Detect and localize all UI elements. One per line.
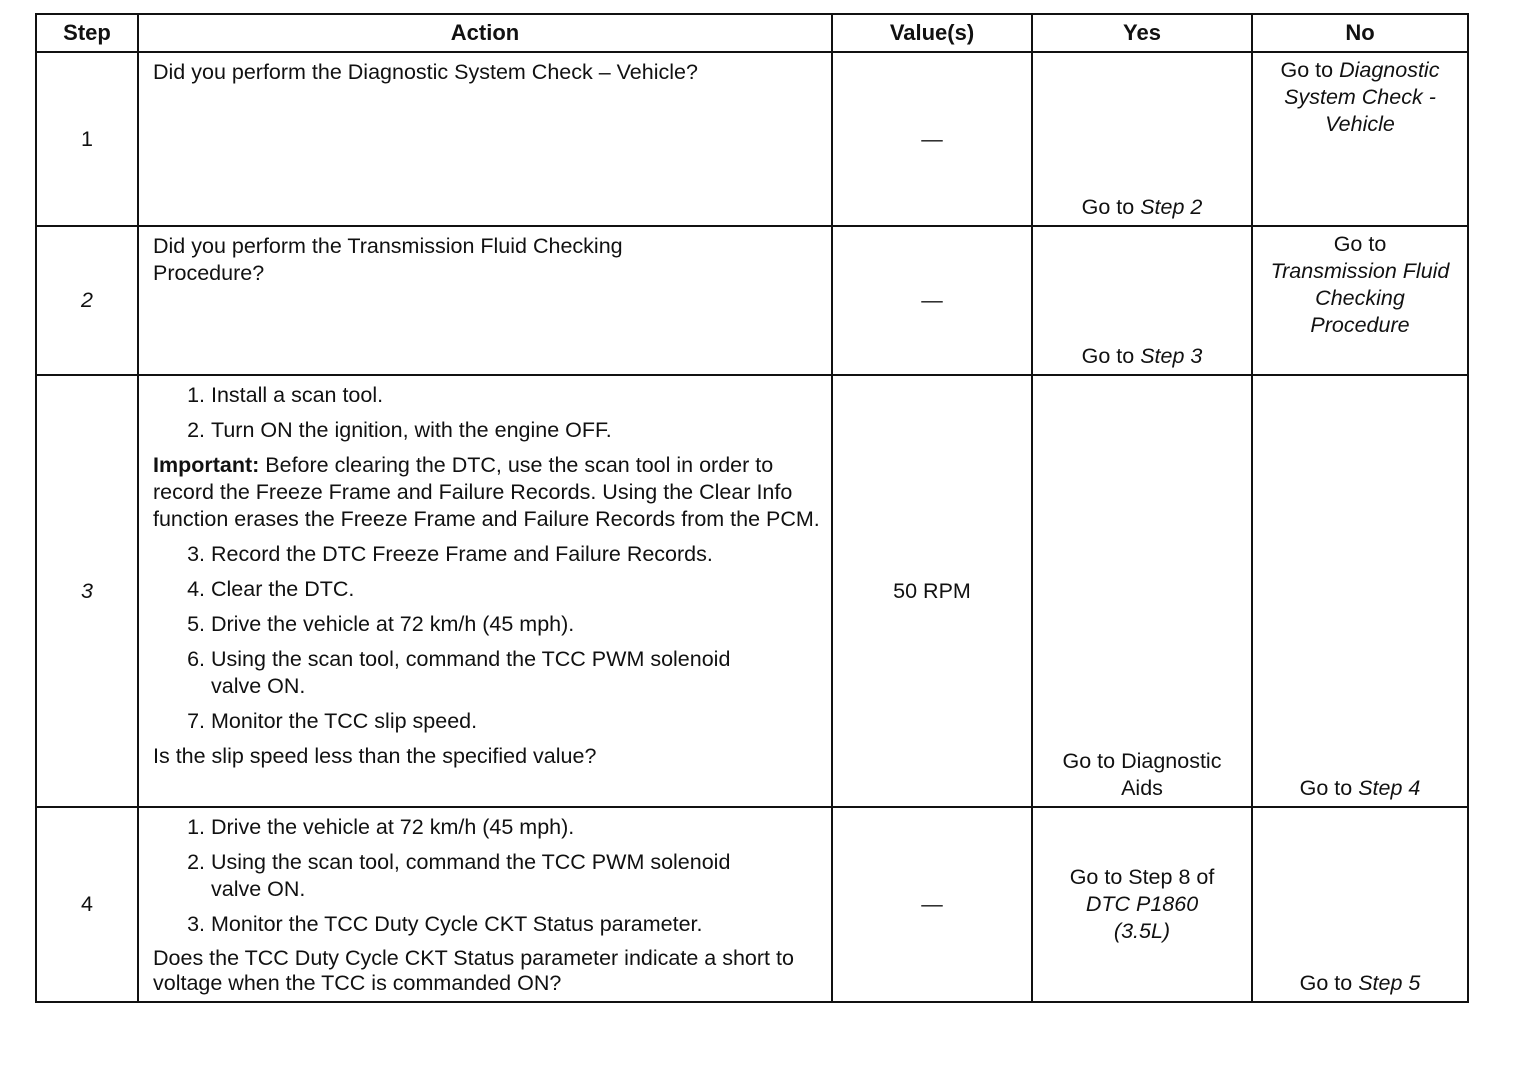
no-cell [1252,226,1468,375]
yes-prefix: Go to [1081,344,1141,368]
yes-cell [1032,807,1252,1002]
action-question: Does the TCC Duty Cycle CKT Status parameter indicate a short to voltage when the TCC is commanded ON? [153,946,794,995]
list-item: 5. Drive the vehicle at 72 km/h (45 mph). [211,611,821,638]
no-link[interactable]: Transmission Fluid Checking Procedure [1270,259,1450,337]
table-row [36,807,1468,1002]
yes-link[interactable]: Step 3 [1140,344,1203,368]
no-cell [1252,375,1468,807]
no-cell [1252,52,1468,226]
value-cell: — [832,807,1032,1002]
value-cell: 50 RPM [832,375,1032,807]
no-prefix: Go to [1333,232,1387,256]
list-item: 7. Monitor the TCC slip speed. [211,708,821,735]
list-item: 4. Clear the DTC. [211,576,821,603]
list-item: 1. Install a scan tool. [211,382,821,409]
value-cell: — [832,226,1032,375]
no-link[interactable]: Step 4 [1358,776,1421,800]
action-question: Did you perform the Diagnostic System Check – Vehicle? [153,60,698,84]
procedure-list [153,814,821,938]
yes-prefix: Go to Step 8 of [1069,865,1215,889]
no-cell [1252,807,1468,1002]
no-prefix: Go to [1299,776,1359,800]
procedure-list [153,541,821,735]
action-question: Did you perform the Transmission Fluid Checking Procedure? [153,234,623,285]
no-prefix: Go to [1299,971,1359,995]
yes-link[interactable]: Step 2 [1140,195,1203,219]
action-cell [138,807,832,1002]
action-cell [138,226,832,375]
step-number: 2 [36,226,138,375]
value-cell: — [832,52,1032,226]
important-note [153,452,821,533]
procedure-list [153,382,821,444]
header-row [36,14,1468,52]
no-link[interactable]: Diagnostic System Check - Vehicle [1284,58,1440,136]
list-item: 3. Monitor the TCC Duty Cycle CKT Status parameter. [211,911,821,938]
yes-cell [1032,375,1252,807]
action-question: Is the slip speed less than the specified value? [153,744,597,768]
yes-cell [1032,226,1252,375]
header-values: Value(s) [832,14,1032,52]
step-number: 4 [36,807,138,1002]
action-cell [138,375,832,807]
important-text: Before clearing the DTC, use the scan tool in order to record the Freeze Frame and Failure Records. Using the Clear Info function erases the Freeze Frame and Failure Records from the PCM. [153,453,820,531]
no-prefix: Go to [1280,58,1340,82]
yes-cell [1032,52,1252,226]
header-action: Action [138,14,832,52]
list-item: 3. Record the DTC Freeze Frame and Failure Records. [211,541,821,568]
table-row [36,226,1468,375]
header-no: No [1252,14,1468,52]
list-item: 6. Using the scan tool, command the TCC PWM solenoid valve ON. [211,646,821,700]
yes-link[interactable]: DTC P1860 (3.5L) [1085,892,1199,943]
header-yes: Yes [1032,14,1252,52]
table-row [36,375,1468,807]
no-link[interactable]: Step 5 [1358,971,1421,995]
header-step: Step [36,14,138,52]
step-number: 1 [36,52,138,226]
list-item: 2. Turn ON the ignition, with the engine OFF. [211,417,821,444]
action-cell [138,52,832,226]
list-item: 1. Drive the vehicle at 72 km/h (45 mph). [211,814,821,841]
table-row [36,52,1468,226]
yes-prefix: Go to [1081,195,1141,219]
yes-link[interactable]: Go to Diagnostic Aids [1062,749,1222,800]
important-label: Important: [153,453,260,477]
list-item: 2. Using the scan tool, command the TCC PWM solenoid valve ON. [211,849,821,903]
diagnostic-table [35,13,1469,1003]
step-number: 3 [36,375,138,807]
